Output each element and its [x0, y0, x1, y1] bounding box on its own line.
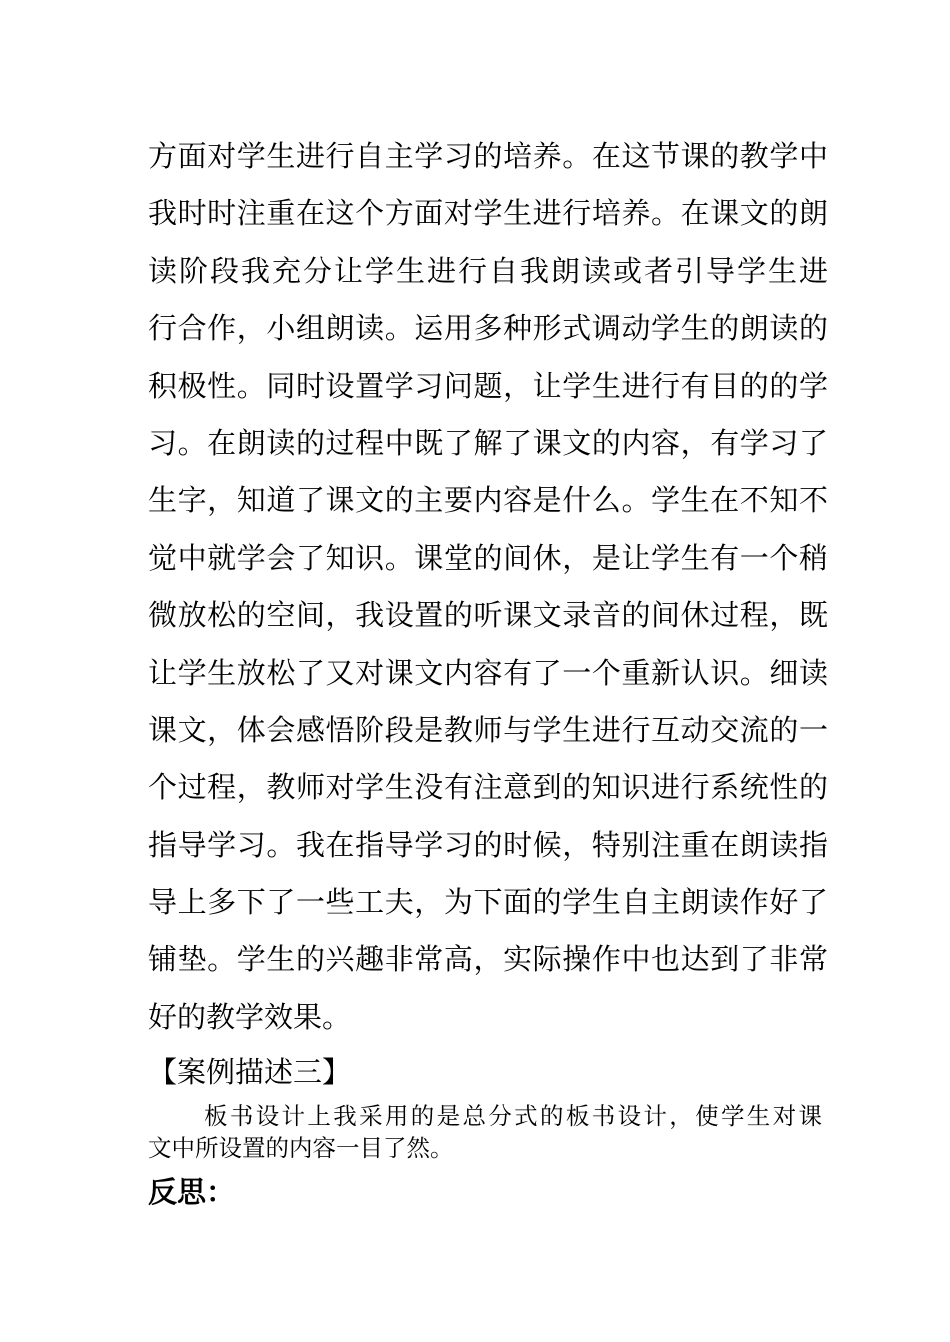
paragraph-line: 课文，体会感悟阶段是教师与学生进行互动交流的一 [148, 712, 828, 747]
paragraph-line: 板书设计上我采用的是总分式的板书设计，使学生对课 [204, 1102, 822, 1130]
paragraph-line: 指导学习。我在指导学习的时候，特别注重在朗读指 [148, 827, 828, 862]
paragraph-line: 我时时注重在这个方面对学生进行培养。在课文的朗 [148, 196, 828, 231]
paragraph-line: 微放松的空间，我设置的听课文录音的间休过程，既 [148, 598, 828, 633]
main-paragraph [148, 128, 828, 1046]
paragraph-line: 好的教学效果。 [148, 999, 352, 1034]
paragraph-line: 生字，知道了课文的主要内容是什么。学生在不知不 [148, 483, 828, 518]
paragraph-line: 让学生放松了又对课文内容有了一个重新认识。细读 [148, 655, 828, 690]
paragraph-line: 读阶段我充分让学生进行自我朗读或者引导学生进 [148, 253, 828, 288]
paragraph-line: 习。在朗读的过程中既了解了课文的内容，有学习了 [148, 425, 828, 460]
paragraph-line: 方面对学生进行自主学习的培养。在这节课的教学中 [148, 139, 828, 173]
case-section-paragraph [148, 1100, 822, 1164]
paragraph-line: 行合作，小组朗读。运用多种形式调动学生的朗读的 [148, 311, 828, 346]
paragraph-line: 铺垫。学生的兴趣非常高，实际操作中也达到了非常 [148, 942, 828, 977]
paragraph-line: 个过程，教师对学生没有注意到的知识进行系统性的 [148, 770, 828, 805]
reflection-heading: 反思： [148, 1175, 236, 1209]
paragraph-line: 积极性。同时设置学习问题，让学生进行有目的的学 [148, 368, 828, 403]
paragraph-line: 文中所设置的内容一目了然。 [148, 1134, 454, 1162]
case-section-heading: 【案例描述三】 [148, 1055, 352, 1089]
paragraph-line: 导上多下了一些工夫，为下面的学生自主朗读作好了 [148, 885, 828, 920]
paragraph-line: 觉中就学会了知识。课堂的间休，是让学生有一个稍 [148, 540, 828, 575]
